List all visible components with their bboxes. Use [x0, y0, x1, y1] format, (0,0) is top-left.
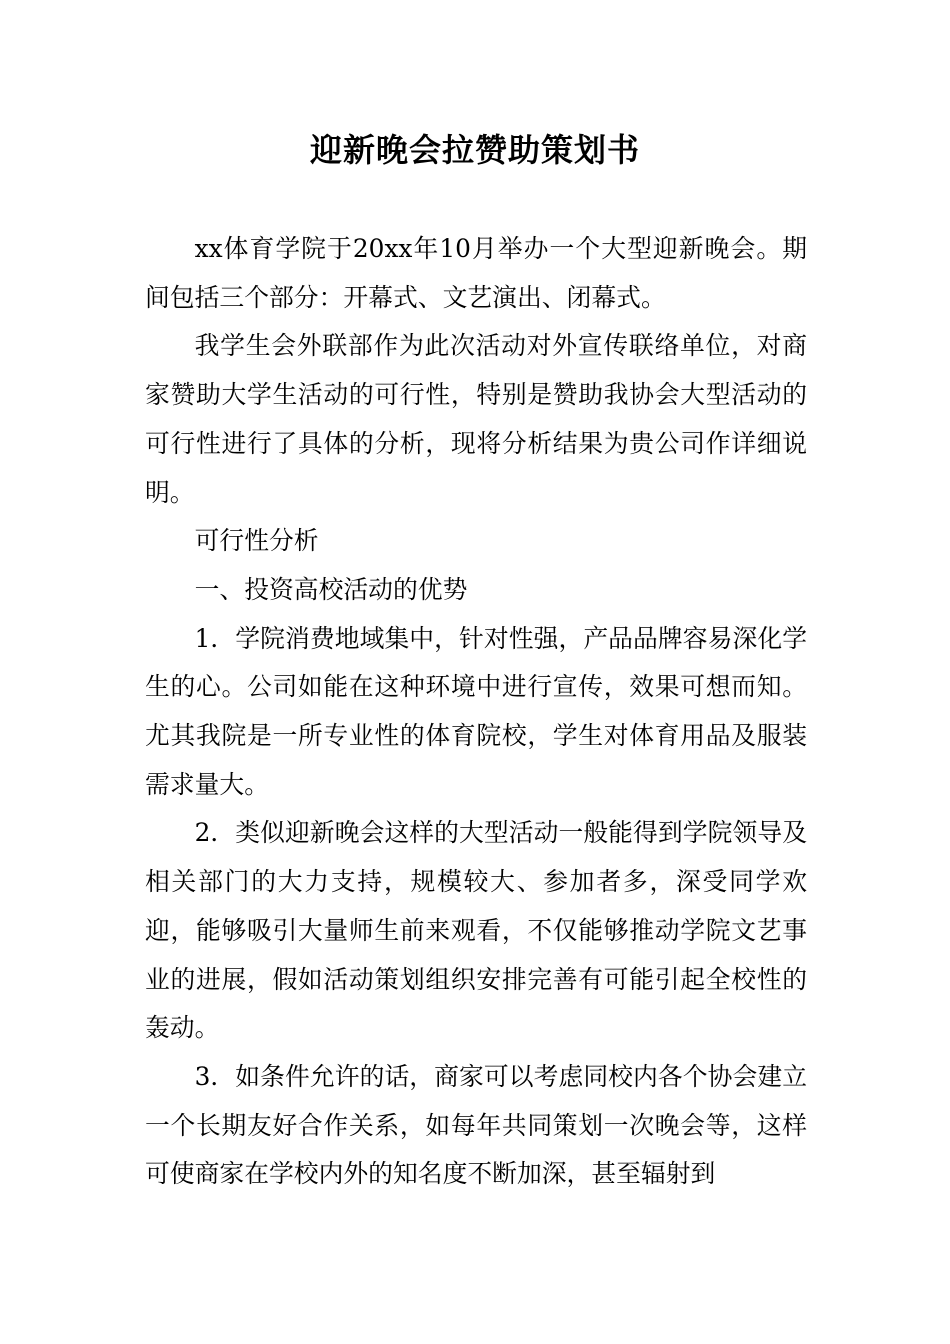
section-heading-feasibility: 可行性分析: [194, 526, 319, 556]
document-body: [145, 225, 807, 1199]
subsection-heading-advantages: 一、投资高校活动的优势: [194, 574, 468, 604]
document-title: 迎新晚会拉赞助策划书: [309, 131, 640, 169]
list-item-3: 3．如条件允许的话，商家可以考虑同校内各个协会建立一个长期友好合作关系，如每年共同策划一次晚会等，这样可使商家在学校内外的知名度不断加深，甚至辐射到: [145, 1061, 807, 1189]
list-item-2: 2．类似迎新晚会这样的大型活动一般能得到学院领导及相关部门的大力支持，规模较大、参加者多，深受同学欢迎，能够吸引大量师生前来观看，不仅能够推动学院文艺事业的进展，假如活动策划组织安排完善有可能引起全校性的轰动。: [145, 818, 807, 1043]
list-item-1: 1．学院消费地域集中，针对性强，产品品牌容易深化学生的心。公司如能在这种环境中进行宣传，效果可想而知。尤其我院是一所专业性的体育院校，学生对体育用品及服装需求量大。: [145, 623, 807, 799]
paragraph-intro: xx体育学院于20xx年10月举办一个大型迎新晚会。期间包括三个部分：开幕式、文艺演出、闭幕式。: [145, 234, 807, 312]
paragraph-department-statement: 我学生会外联部作为此次活动对外宣传联络单位，对商家赞助大学生活动的可行性，特别是赞助我协会大型活动的可行性进行了具体的分析，现将分析结果为贵公司作详细说明。: [145, 331, 807, 507]
